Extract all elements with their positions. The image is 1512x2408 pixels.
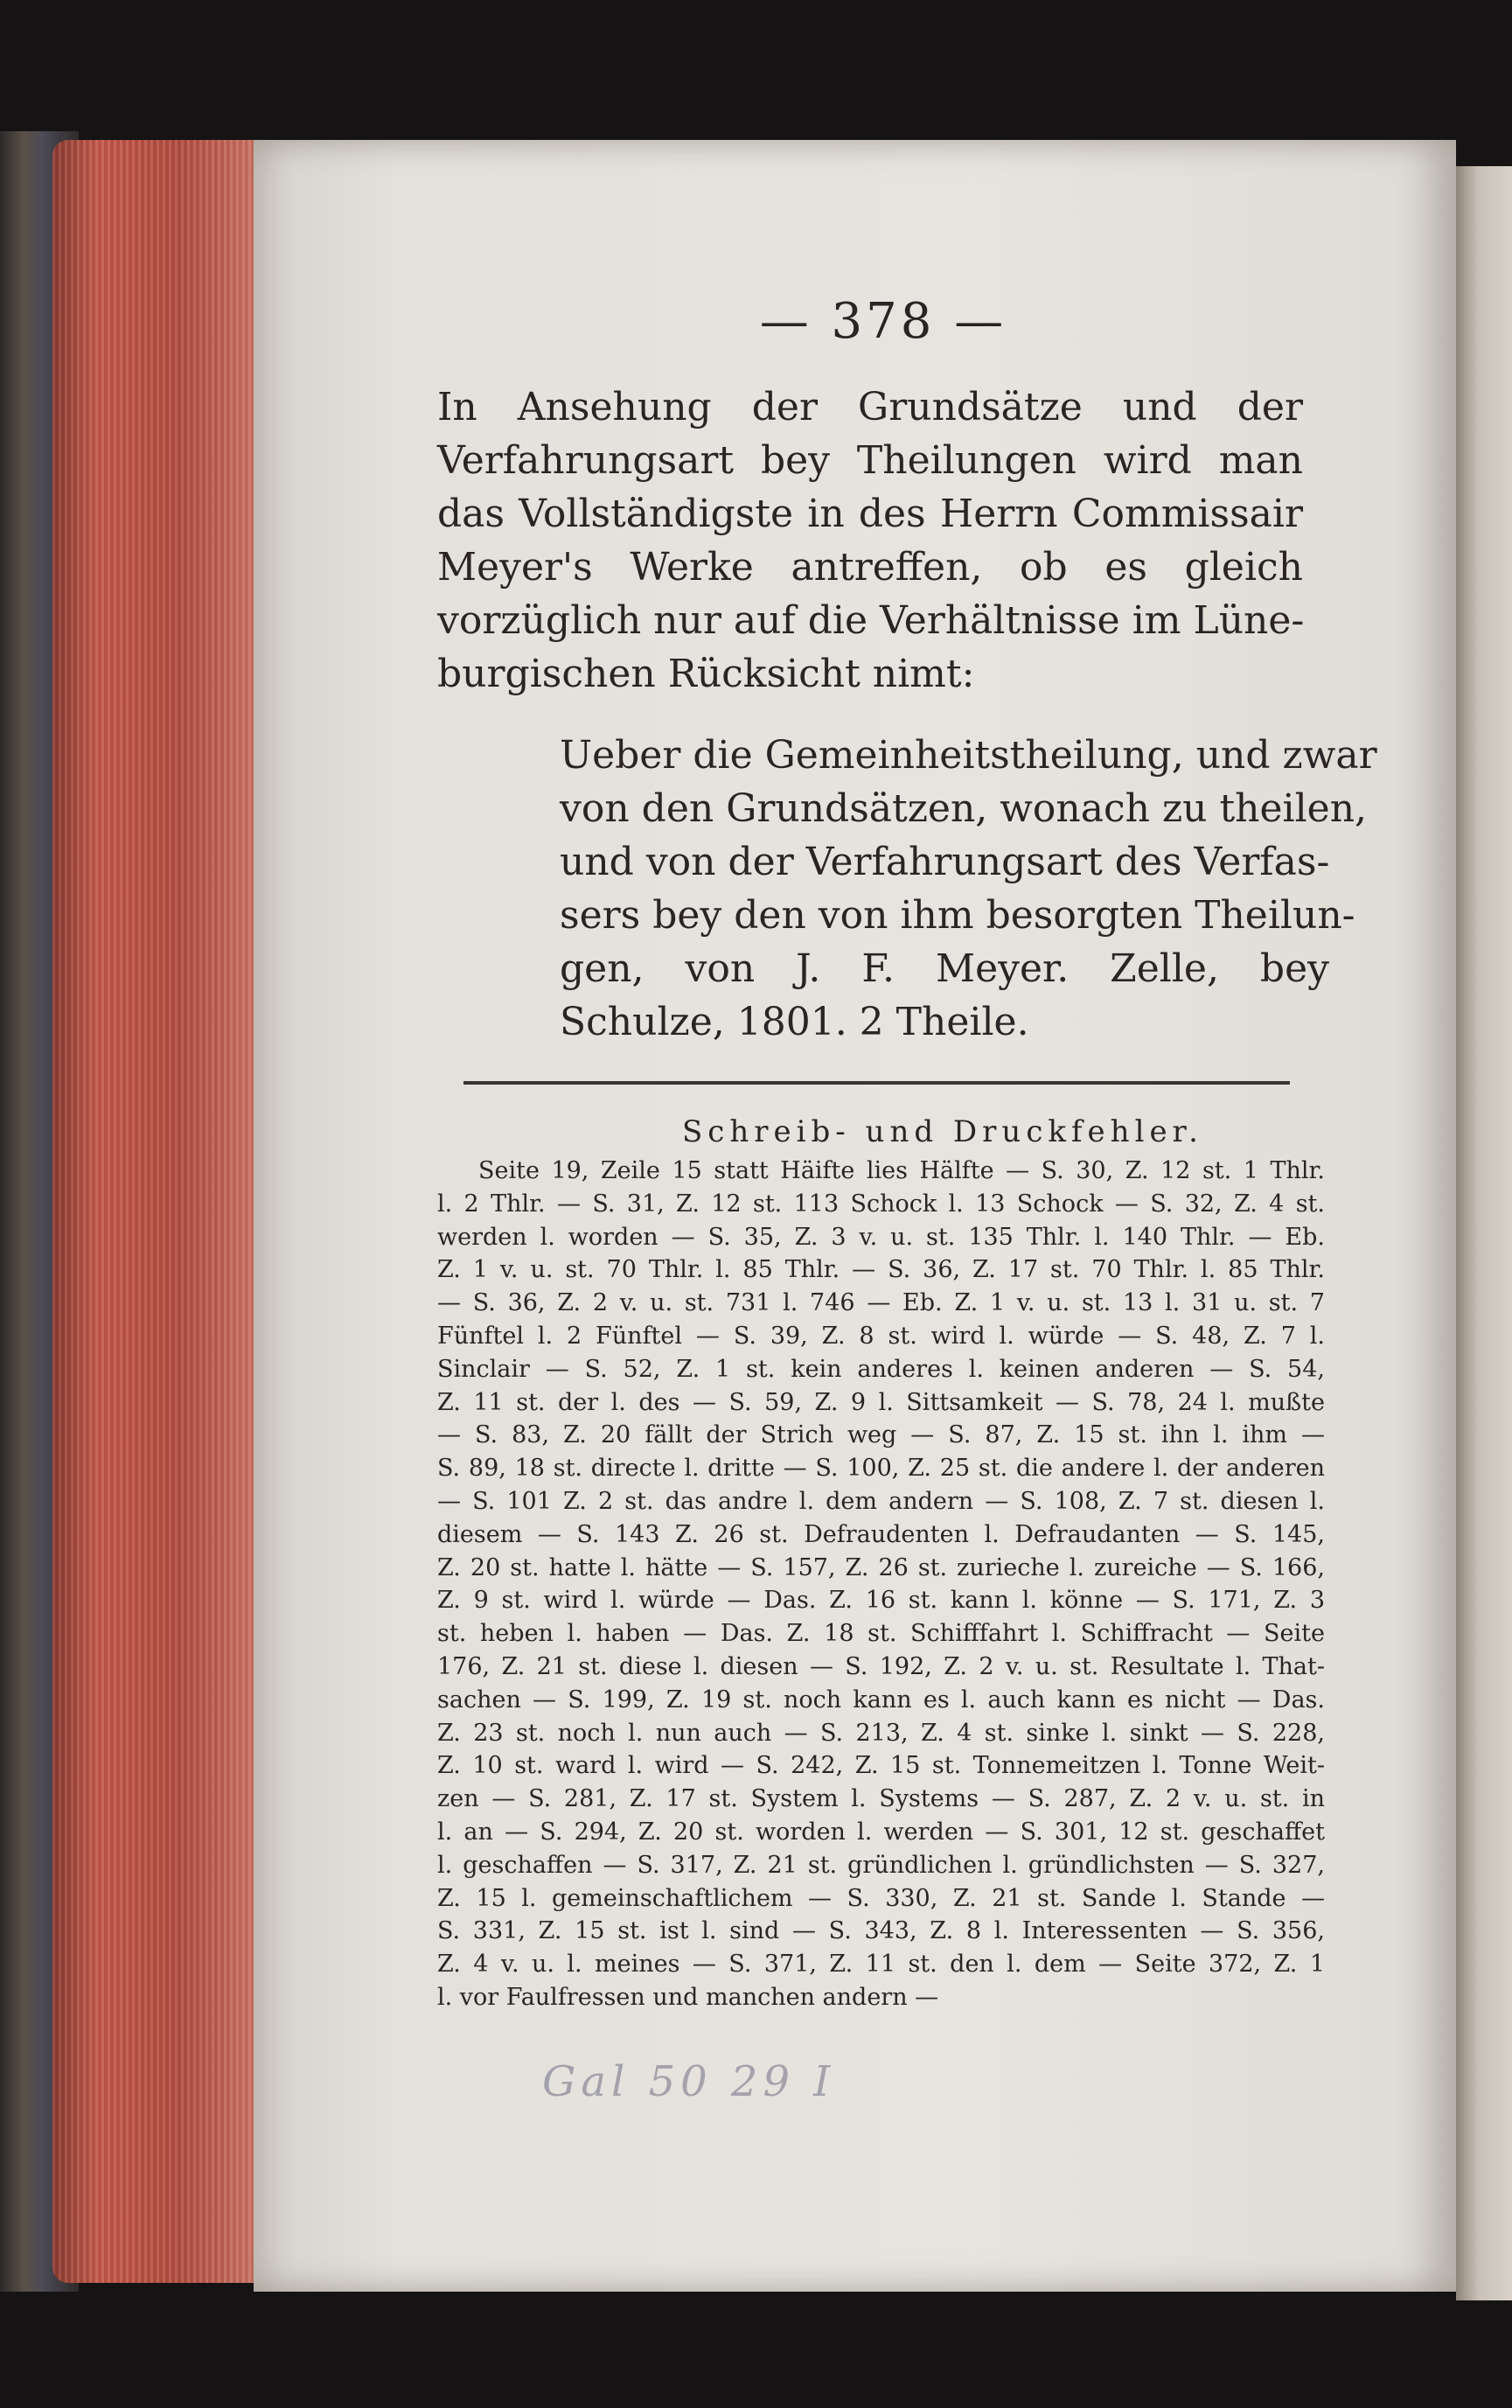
page-number: — 378 — [759, 293, 1007, 350]
paragraph-line: In Ansehung der Grundsätze und der [437, 385, 1303, 429]
paragraph-line: das Vollständigste in des Herrn Commissair [437, 492, 1303, 536]
reference-line: sers bey den von ihm besorgten Theilun- [560, 893, 1355, 938]
paragraph-line: burgischen Rücksicht nimt: [437, 652, 975, 696]
errata-line: Z. 15 l. gemeinschaftlichem — S. 330, Z. 21 st. Sande l. Stande — [437, 1884, 1325, 1912]
errata-line: — S. 101 Z. 2 st. das andre l. dem andern — S. 108, Z. 7 st. diesen l. [437, 1487, 1325, 1515]
main-paragraph [437, 380, 1303, 701]
divider-rule [463, 1081, 1290, 1085]
paragraph-line: Meyer's Werke antreffen, ob es gleich [437, 545, 1303, 590]
errata-line: Z. 11 st. der l. des — S. 59, Z. 9 l. Sittsamkeit — S. 78, 24 l. mußte [437, 1388, 1325, 1416]
errata-line: S. 89, 18 st. directe l. dritte — S. 100, Z. 25 st. die andere l. der anderen [437, 1455, 1325, 1483]
errata-line: l. geschaffen — S. 317, Z. 21 st. gründlichen l. gründlichsten — S. 327, [437, 1851, 1325, 1879]
reference-line: und von der Verfahrungsart des Verfas- [560, 840, 1330, 884]
errata-line: Z. 4 v. u. l. meines — S. 371, Z. 11 st. den l. dem — Seite 372, Z. 1 [437, 1951, 1325, 1979]
errata-line: — S. 36, Z. 2 v. u. st. 731 l. 746 — Eb. Z. 1 v. u. st. 13 l. 31 u. st. 7 [437, 1289, 1325, 1317]
reference-line: gen, von J. F. Meyer. Zelle, bey [560, 946, 1329, 991]
reference-line: von den Grundsätzen, wonach zu theilen, [560, 786, 1368, 831]
errata-line: diesem — S. 143 Z. 26 st. Defraudenten l. Defraudanten — S. 145, [437, 1520, 1325, 1548]
errata-line: sachen — S. 199, Z. 19 st. noch kann es l. auch kann es nicht — Das. [437, 1686, 1325, 1714]
errata-line: Z. 10 st. ward l. wird — S. 242, Z. 15 st. Tonnemeitzen l. Tonne Weit- [437, 1752, 1325, 1780]
errata-line: Z. 9 st. wird l. würde — Das. Z. 16 st. kann l. könne — S. 171, Z. 3 [437, 1587, 1325, 1615]
reference-line: Schulze, 1801. 2 Theile. [560, 1000, 1029, 1044]
errata-line: l. an — S. 294, Z. 20 st. worden l. werden — S. 301, 12 st. geschaffet [437, 1818, 1325, 1846]
errata-list [437, 1155, 1325, 2014]
paragraph-line: Verfahrungsart bey Theilungen wird man [437, 438, 1303, 483]
errata-title: Schreib- und Druckfehler. [682, 1114, 1203, 1149]
errata-line: l. vor Faulfressen und manchen andern — [437, 1983, 939, 2011]
book-reference [560, 729, 1377, 1049]
errata-line: S. 331, Z. 15 st. ist l. sind — S. 343, Z. 8 l. Interessenten — S. 356, [437, 1917, 1325, 1945]
errata-line: Z. 1 v. u. st. 70 Thlr. l. 85 Thlr. — S. 36, Z. 17 st. 70 Thlr. l. 85 Thlr. [437, 1256, 1325, 1284]
errata-line: — S. 83, Z. 20 fällt der Strich weg — S. 87, Z. 15 st. ihn l. ihm — [437, 1421, 1325, 1449]
errata-line: Z. 23 st. noch l. nun auch — S. 213, Z. 4 st. sinke l. sinkt — S. 228, [437, 1719, 1325, 1747]
paragraph-line: vorzüglich nur auf die Verhältnisse im Lüne- [437, 598, 1305, 643]
errata-line: werden l. worden — S. 35, Z. 3 v. u. st. 135 Thlr. l. 140 Thlr. — Eb. [437, 1223, 1325, 1251]
errata-line: 176, Z. 21 st. diese l. diesen — S. 192, Z. 2 v. u. st. Resultate l. That- [437, 1652, 1325, 1680]
page-edges-red [52, 140, 280, 2283]
reference-line: Ueber die Gemeinheitstheilung, und zwar [560, 733, 1377, 778]
facing-page [1456, 166, 1512, 2300]
library-shelfmark: Gal 50 29 I [542, 2057, 836, 2106]
errata-line: l. 2 Thlr. — S. 31, Z. 12 st. 113 Schock l. 13 Schock — S. 32, Z. 4 st. [437, 1190, 1325, 1218]
errata-line: Fünftel l. 2 Fünftel — S. 39, Z. 8 st. wird l. würde — S. 48, Z. 7 l. [437, 1322, 1325, 1350]
errata-line: Seite 19, Zeile 15 statt Häifte lies Hälfte — S. 30, Z. 12 st. 1 Thlr. [478, 1157, 1325, 1184]
errata-line: st. heben l. haben — Das. Z. 18 st. Schifffahrt l. Schiffracht — Seite [437, 1620, 1325, 1648]
errata-line: Sinclair — S. 52, Z. 1 st. kein anderes l. keinen anderen — S. 54, [437, 1355, 1325, 1383]
errata-line: Z. 20 st. hatte l. hätte — S. 157, Z. 26 st. zurieche l. zureiche — S. 166, [437, 1553, 1325, 1581]
errata-line: zen — S. 281, Z. 17 st. System l. Systems — S. 287, Z. 2 v. u. st. in [437, 1785, 1325, 1813]
